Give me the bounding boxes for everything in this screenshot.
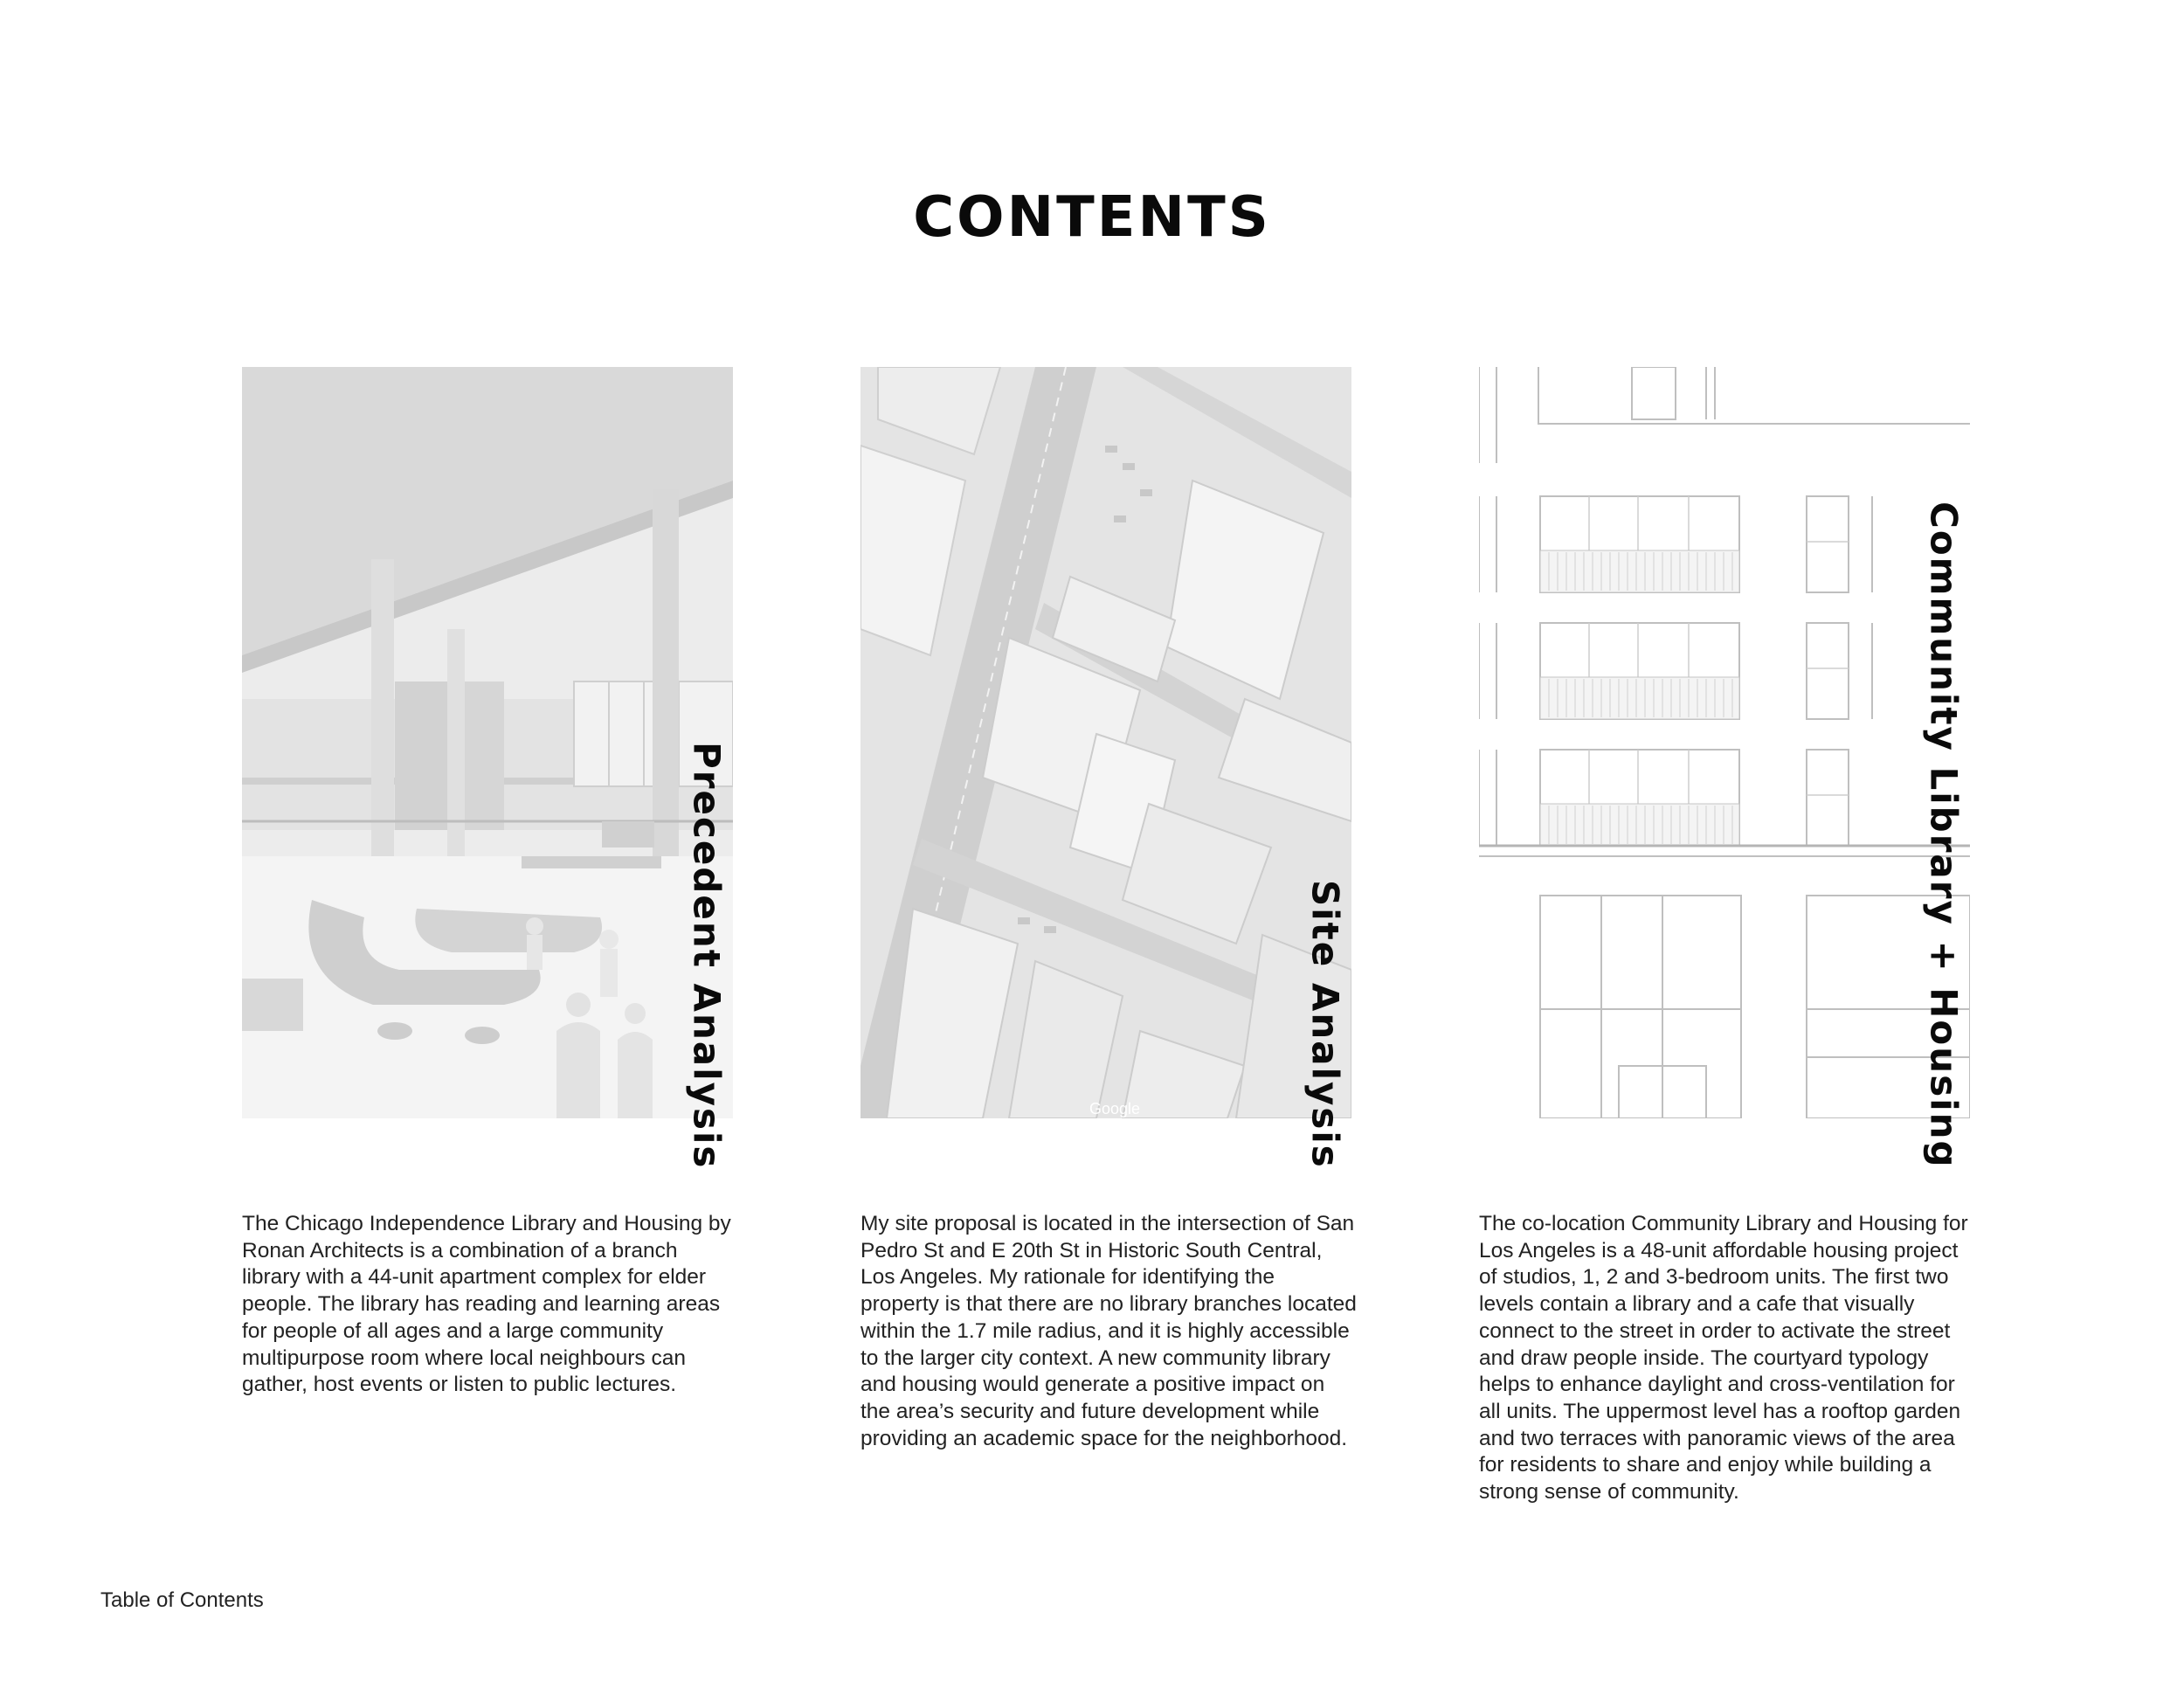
precedent-analysis-label: Precedent Analysis bbox=[685, 741, 729, 1169]
section-community-library-housing bbox=[1479, 367, 1970, 1505]
google-watermark: Google bbox=[1089, 1100, 1141, 1117]
precedent-image-frame bbox=[242, 367, 733, 1169]
aerial-map-image bbox=[860, 367, 1351, 1118]
community-library-housing-description: The co-location Community Library and Housing for Los Angeles is a 48-unit affordable housing project of studios, 1, 2 and 3-bedroom units. The first two levels contain a library and a cafe that visually connect to the street in order to activate the street and draw people inside. The courtyard typology helps to enhance daylight and cross-ventilation for all units. The uppermost level has a rooftop garden and two terraces with panoramic views of the area for residents to share and enjoy while building a strong sense of community. bbox=[1479, 1212, 1968, 1505]
section-site-analysis bbox=[860, 367, 1357, 1450]
community-library-housing-label: Community Library + Housing bbox=[1922, 502, 1966, 1169]
site-analysis-label: Site Analysis bbox=[1303, 880, 1347, 1169]
site-image-frame bbox=[860, 367, 1351, 1169]
footer-label: Table of Contents bbox=[100, 1588, 264, 1612]
precedent-analysis-description: The Chicago Independence Library and Housing by Ronan Architects is a combination of a branch library with a 44-unit apartment complex for elder people. The library has reading and learning areas for people of all ages and a large community multipurpose room where local neighbours can gather, host events or listen to public lectures. bbox=[242, 1212, 731, 1397]
site-analysis-description: My site proposal is located in the intersection of San Pedro St and E 20th St in Historic South Central, Los Angeles. My rationale for identifying the property is that there are no library branches located within the 1.7 mile radius, and it is highly accessible to the larger city context. A new community library and housing would generate a positive impact on the area’s security and future development while providing an academic space for the neighborhood. bbox=[860, 1212, 1357, 1450]
elevation-drawing-image bbox=[1479, 367, 1970, 1118]
elevation-image-frame bbox=[1479, 367, 1970, 1169]
page-title: CONTENTS bbox=[913, 185, 1271, 250]
section-precedent-analysis bbox=[242, 367, 733, 1397]
interior-rendering-image bbox=[242, 367, 733, 1118]
